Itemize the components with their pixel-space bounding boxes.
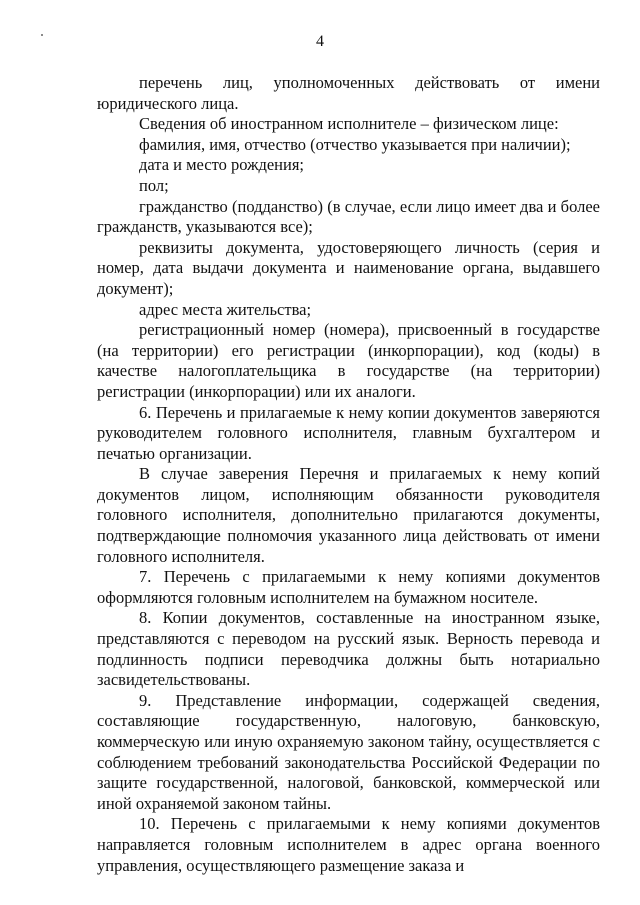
paragraph-10: 6. Перечень и прилагаемые к нему копии документов заверяются руководителем головного исполнителя, главным бухгалтером и печатью организации. bbox=[97, 402, 600, 463]
paragraph-4: дата и место рождения; bbox=[139, 155, 305, 175]
paragraph-1: перечень лиц, уполномоченных действовать от имени юридического лица. bbox=[97, 73, 600, 113]
paragraph-9: регистрационный номер (номера), присвоенный в государстве (на территории) его регистрации (инкорпорации), код (коды) в качестве налогоплательщика в государстве (на территории) регистрации (инкорпорации) или их аналоги. bbox=[97, 320, 600, 401]
paragraph-15: 10. Перечень с прилагаемыми к нему копиями документов направляется головным исполнителем в адрес органа военного управления, осуществляющего размещение заказа и bbox=[97, 814, 600, 875]
paragraph-14: 9. Представление информации, содержащей сведения, составляющие государственную, налоговую, банковскую, коммерческую или иную охраняемую законом тайну, осуществляется с соблюдением требований законодательства Российской Федерации по защите государственной, налоговой, банковской, коммерческой или иной охраняемой законом тайны. bbox=[97, 690, 600, 813]
paragraph-5: пол; bbox=[139, 175, 169, 195]
paragraph-12: 7. Перечень с прилагаемыми к нему копиями документов оформляются головным исполнителем на бумажном носителе. bbox=[97, 567, 600, 607]
paragraph-7: реквизиты документа, удостоверяющего личность (серия и номер, дата выдачи документа и наименование органа, выдавшего документ); bbox=[97, 237, 600, 298]
paragraph-6: гражданство (подданство) (в случае, если лицо имеет два и более гражданств, указываются все); bbox=[97, 196, 600, 237]
page-number: 4 bbox=[316, 33, 324, 50]
paragraph-13: 8. Копии документов, составленные на иностранном языке, представляются с переводом на русский язык. Верность перевода и подлинность подписи переводчика должны быть нотариально засвидетельствованы. bbox=[97, 608, 600, 690]
body-text bbox=[97, 73, 600, 876]
paragraph-3: фамилия, имя, отчество (отчество указывается при наличии); bbox=[139, 134, 571, 154]
paragraph-11: В случае заверения Перечня и прилагаемых к нему копий документов лицом, исполняющим обязанности руководителя головного исполнителя, дополнительно прилагаются документы, подтверждающие полномочия указанного лица действовать от имени головного исполнителя. bbox=[97, 464, 600, 566]
paragraph-2: Сведения об иностранном исполнителе – физическом лице: bbox=[139, 114, 559, 134]
paragraph-8: адрес места жительства; bbox=[139, 299, 312, 319]
